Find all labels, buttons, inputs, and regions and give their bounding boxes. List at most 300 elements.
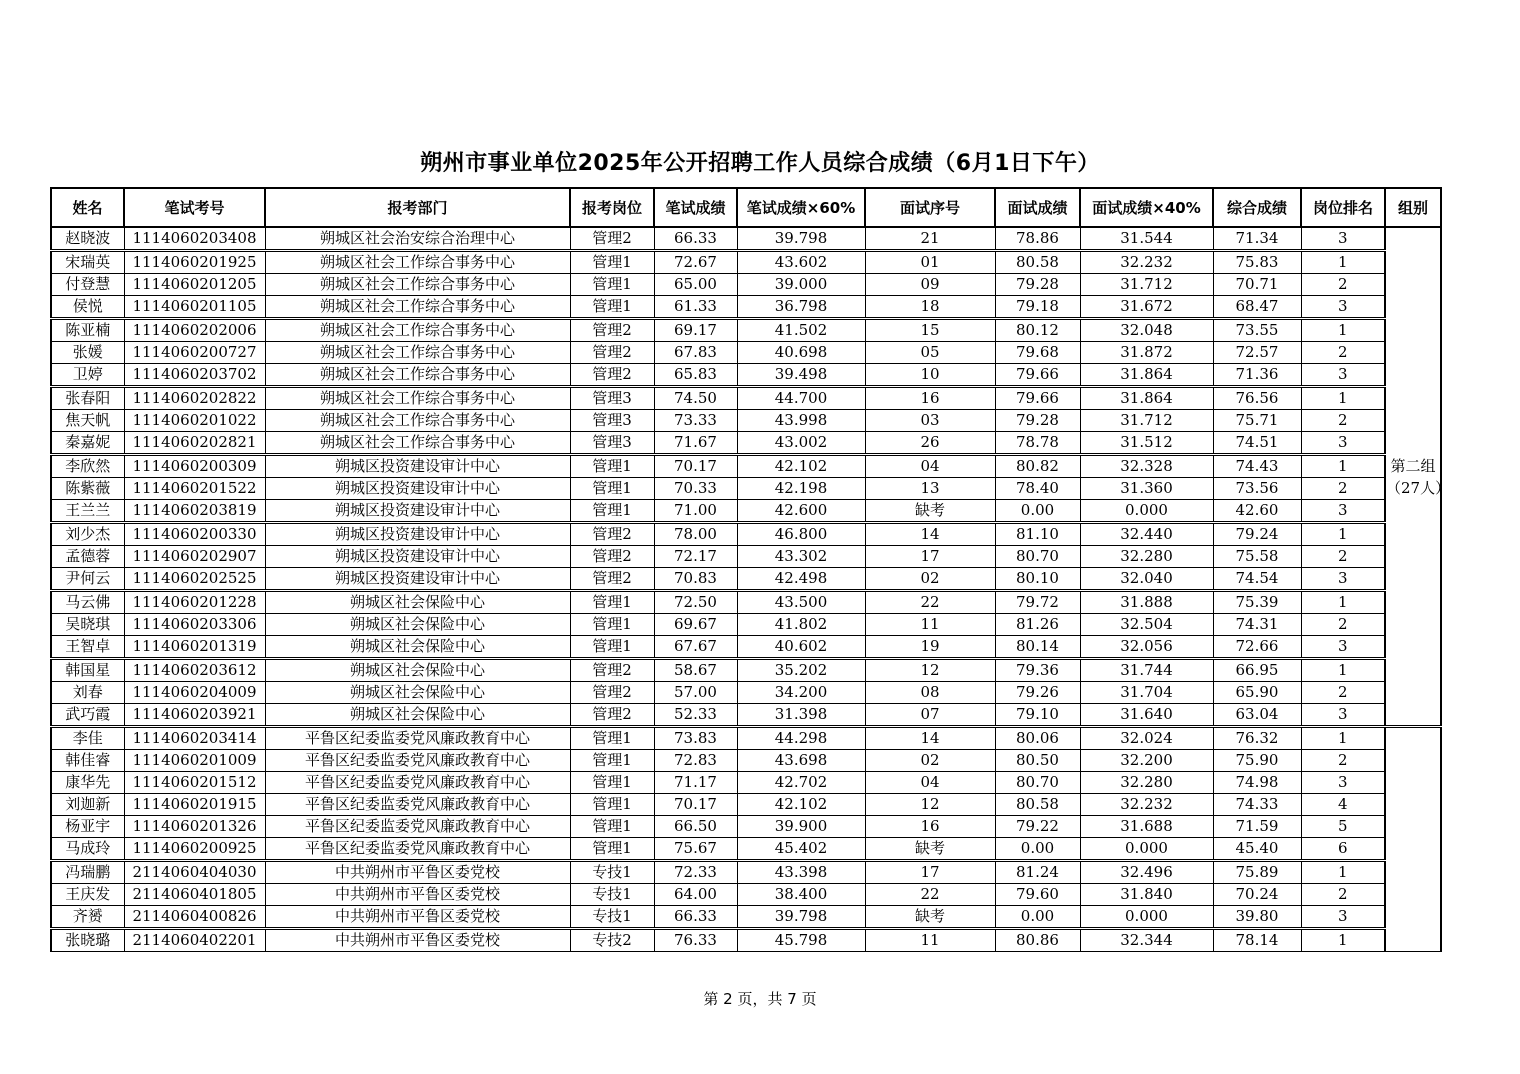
cell-rank: 2 — [1301, 884, 1385, 906]
cell-department: 朔城区社会工作综合事务中心 — [265, 387, 570, 410]
cell-written-score: 65.00 — [654, 274, 737, 296]
cell-department: 平鲁区纪委监委党风廉政教育中心 — [265, 816, 570, 838]
results-table — [50, 187, 1451, 952]
cell-interview-order: 12 — [865, 659, 995, 682]
cell-interview-order: 12 — [865, 794, 995, 816]
cell-exam-id: 1114060201915 — [124, 794, 265, 816]
cell-interview-weighted: 31.512 — [1080, 432, 1213, 455]
cell-position: 管理1 — [570, 750, 654, 772]
header-exam-id: 笔试考号 — [124, 188, 265, 227]
cell-written-score: 72.67 — [654, 251, 737, 274]
cell-rank: 6 — [1301, 838, 1385, 861]
cell-exam-id: 1114060201512 — [124, 772, 265, 794]
cell-department: 朔城区社会保险中心 — [265, 682, 570, 704]
cell-rank: 1 — [1301, 727, 1385, 750]
cell-exam-id: 1114060204009 — [124, 682, 265, 704]
cell-exam-id: 1114060202907 — [124, 546, 265, 568]
cell-exam-id: 2114060401805 — [124, 884, 265, 906]
cell-written-score: 58.67 — [654, 659, 737, 682]
cell-interview-score: 79.66 — [995, 364, 1080, 387]
cell-interview-score: 78.78 — [995, 432, 1080, 455]
cell-position: 专技2 — [570, 929, 654, 952]
cell-rank: 3 — [1301, 432, 1385, 455]
cell-rank: 5 — [1301, 816, 1385, 838]
cell-written-weighted: 43.002 — [737, 432, 865, 455]
cell-name: 刘少杰 — [51, 523, 124, 546]
header-interview-score: 面试成绩 — [995, 188, 1080, 227]
cell-exam-id: 1114060202821 — [124, 432, 265, 455]
table-row — [51, 929, 1441, 952]
cell-name: 王庆发 — [51, 884, 124, 906]
cell-total-score: 70.71 — [1213, 274, 1301, 296]
cell-name: 韩佳睿 — [51, 750, 124, 772]
cell-department: 朔城区投资建设审计中心 — [265, 455, 570, 478]
cell-position: 管理2 — [570, 342, 654, 364]
cell-written-weighted: 35.202 — [737, 659, 865, 682]
header-position: 报考岗位 — [570, 188, 654, 227]
cell-interview-score: 80.50 — [995, 750, 1080, 772]
cell-written-weighted: 40.698 — [737, 342, 865, 364]
cell-exam-id: 1114060201925 — [124, 251, 265, 274]
cell-written-score: 66.33 — [654, 906, 737, 929]
cell-department: 朔城区投资建设审计中心 — [265, 568, 570, 591]
cell-written-score: 67.67 — [654, 636, 737, 659]
cell-interview-weighted: 32.232 — [1080, 251, 1213, 274]
cell-name: 马云佛 — [51, 591, 124, 614]
cell-interview-score: 80.06 — [995, 727, 1080, 750]
cell-interview-order: 14 — [865, 523, 995, 546]
cell-total-score: 72.66 — [1213, 636, 1301, 659]
cell-exam-id: 1114060202822 — [124, 387, 265, 410]
table-row — [51, 884, 1441, 906]
cell-exam-id: 1114060201326 — [124, 816, 265, 838]
cell-exam-id: 1114060203306 — [124, 614, 265, 636]
cell-interview-score: 79.28 — [995, 274, 1080, 296]
cell-exam-id: 1114060203414 — [124, 727, 265, 750]
cell-written-weighted: 39.798 — [737, 227, 865, 251]
cell-total-score: 75.71 — [1213, 410, 1301, 432]
cell-position: 管理2 — [570, 523, 654, 546]
group-cell — [1385, 227, 1451, 727]
header-group: 组别 — [1385, 188, 1441, 227]
cell-position: 管理1 — [570, 838, 654, 861]
cell-interview-score: 79.18 — [995, 296, 1080, 319]
cell-position: 管理2 — [570, 704, 654, 727]
group-label: 第二组 — [1390, 456, 1436, 475]
cell-name: 康华先 — [51, 772, 124, 794]
cell-rank: 3 — [1301, 500, 1385, 523]
cell-interview-order: 10 — [865, 364, 995, 387]
table-row — [51, 750, 1441, 772]
cell-written-weighted: 42.198 — [737, 478, 865, 500]
cell-position: 管理1 — [570, 296, 654, 319]
cell-interview-score: 80.82 — [995, 455, 1080, 478]
cell-position: 专技1 — [570, 906, 654, 929]
cell-interview-weighted: 31.672 — [1080, 296, 1213, 319]
cell-interview-order: 17 — [865, 546, 995, 568]
cell-interview-order: 11 — [865, 929, 995, 952]
cell-rank: 1 — [1301, 387, 1385, 410]
cell-interview-order: 04 — [865, 455, 995, 478]
table-row — [51, 500, 1441, 523]
cell-interview-score: 79.72 — [995, 591, 1080, 614]
cell-interview-weighted: 32.024 — [1080, 727, 1213, 750]
cell-interview-score: 80.70 — [995, 546, 1080, 568]
cell-department: 朔城区社会工作综合事务中心 — [265, 319, 570, 342]
table-row — [51, 772, 1441, 794]
cell-rank: 2 — [1301, 478, 1385, 500]
cell-position: 管理1 — [570, 478, 654, 500]
cell-interview-score: 79.36 — [995, 659, 1080, 682]
cell-written-score: 72.50 — [654, 591, 737, 614]
cell-position: 管理1 — [570, 636, 654, 659]
cell-written-score: 71.17 — [654, 772, 737, 794]
cell-written-score: 72.33 — [654, 861, 737, 884]
cell-interview-score: 80.58 — [995, 794, 1080, 816]
cell-interview-order: 18 — [865, 296, 995, 319]
cell-interview-score: 80.86 — [995, 929, 1080, 952]
cell-total-score: 74.31 — [1213, 614, 1301, 636]
table-row — [51, 838, 1441, 861]
cell-written-weighted: 44.298 — [737, 727, 865, 750]
cell-interview-weighted: 32.504 — [1080, 614, 1213, 636]
cell-interview-score: 78.86 — [995, 227, 1080, 251]
cell-written-score: 75.67 — [654, 838, 737, 861]
cell-written-weighted: 41.502 — [737, 319, 865, 342]
cell-interview-order: 15 — [865, 319, 995, 342]
cell-written-weighted: 39.900 — [737, 816, 865, 838]
cell-exam-id: 1114060200727 — [124, 342, 265, 364]
cell-interview-weighted: 32.328 — [1080, 455, 1213, 478]
cell-written-weighted: 43.998 — [737, 410, 865, 432]
cell-interview-weighted: 32.280 — [1080, 772, 1213, 794]
cell-written-weighted: 38.400 — [737, 884, 865, 906]
table-row — [51, 432, 1441, 455]
cell-total-score: 73.55 — [1213, 319, 1301, 342]
cell-name: 刘春 — [51, 682, 124, 704]
cell-interview-order: 09 — [865, 274, 995, 296]
cell-name: 武巧霞 — [51, 704, 124, 727]
cell-total-score: 73.56 — [1213, 478, 1301, 500]
cell-total-score: 76.32 — [1213, 727, 1301, 750]
table-row — [51, 682, 1441, 704]
cell-written-score: 69.17 — [654, 319, 737, 342]
cell-written-score: 69.67 — [654, 614, 737, 636]
cell-interview-score: 80.14 — [995, 636, 1080, 659]
cell-interview-order: 16 — [865, 816, 995, 838]
cell-total-score: 65.90 — [1213, 682, 1301, 704]
header-total-score: 综合成绩 — [1213, 188, 1301, 227]
cell-total-score: 75.83 — [1213, 251, 1301, 274]
table-row — [51, 274, 1441, 296]
cell-name: 卫婷 — [51, 364, 124, 387]
cell-total-score: 42.60 — [1213, 500, 1301, 523]
cell-position: 管理3 — [570, 410, 654, 432]
cell-interview-score: 81.26 — [995, 614, 1080, 636]
cell-department: 中共朔州市平鲁区委党校 — [265, 906, 570, 929]
cell-written-score: 70.83 — [654, 568, 737, 591]
cell-written-score: 70.17 — [654, 794, 737, 816]
cell-written-weighted: 39.498 — [737, 364, 865, 387]
cell-name: 吴晓琪 — [51, 614, 124, 636]
cell-exam-id: 1114060201522 — [124, 478, 265, 500]
page-title: 朔州市事业单位2025年公开招聘工作人员综合成绩（6月1日下午） — [420, 151, 1100, 176]
cell-interview-weighted: 31.840 — [1080, 884, 1213, 906]
cell-total-score: 75.90 — [1213, 750, 1301, 772]
group-cell-next — [1385, 727, 1441, 952]
table-row — [51, 296, 1441, 319]
cell-written-weighted: 45.402 — [737, 838, 865, 861]
cell-total-score: 74.51 — [1213, 432, 1301, 455]
cell-interview-order: 19 — [865, 636, 995, 659]
cell-written-weighted: 31.398 — [737, 704, 865, 727]
cell-department: 朔城区社会工作综合事务中心 — [265, 410, 570, 432]
cell-interview-weighted: 32.344 — [1080, 929, 1213, 952]
cell-interview-score: 78.40 — [995, 478, 1080, 500]
cell-name: 韩国星 — [51, 659, 124, 682]
cell-total-score: 74.33 — [1213, 794, 1301, 816]
cell-total-score: 76.56 — [1213, 387, 1301, 410]
cell-name: 张春阳 — [51, 387, 124, 410]
cell-interview-order: 缺考 — [865, 500, 995, 523]
cell-interview-weighted: 32.056 — [1080, 636, 1213, 659]
cell-department: 朔城区社会工作综合事务中心 — [265, 342, 570, 364]
cell-interview-score: 0.00 — [995, 500, 1080, 523]
cell-written-weighted: 42.702 — [737, 772, 865, 794]
cell-interview-weighted: 32.440 — [1080, 523, 1213, 546]
cell-rank: 3 — [1301, 568, 1385, 591]
cell-total-score: 71.36 — [1213, 364, 1301, 387]
cell-interview-weighted: 32.200 — [1080, 750, 1213, 772]
page-footer: 第 2 页，共 7 页 — [703, 990, 817, 1008]
cell-written-score: 72.17 — [654, 546, 737, 568]
cell-written-weighted: 43.302 — [737, 546, 865, 568]
cell-department: 朔城区社会保险中心 — [265, 614, 570, 636]
group-count: （27人） — [1386, 478, 1451, 497]
cell-department: 平鲁区纪委监委党风廉政教育中心 — [265, 838, 570, 861]
cell-department: 平鲁区纪委监委党风廉政教育中心 — [265, 772, 570, 794]
cell-exam-id: 1114060201022 — [124, 410, 265, 432]
cell-exam-id: 1114060202525 — [124, 568, 265, 591]
cell-written-score: 57.00 — [654, 682, 737, 704]
cell-name: 陈亚楠 — [51, 319, 124, 342]
cell-exam-id: 1114060203819 — [124, 500, 265, 523]
cell-exam-id: 1114060201319 — [124, 636, 265, 659]
cell-interview-weighted: 31.544 — [1080, 227, 1213, 251]
cell-position: 管理3 — [570, 432, 654, 455]
table-row — [51, 727, 1441, 750]
cell-interview-order: 04 — [865, 772, 995, 794]
cell-interview-order: 05 — [865, 342, 995, 364]
cell-position: 管理1 — [570, 500, 654, 523]
header-interview-order: 面试序号 — [865, 188, 995, 227]
cell-position: 管理3 — [570, 387, 654, 410]
cell-position: 管理1 — [570, 455, 654, 478]
cell-position: 管理2 — [570, 227, 654, 251]
cell-total-score: 45.40 — [1213, 838, 1301, 861]
cell-interview-weighted: 0.000 — [1080, 500, 1213, 523]
cell-interview-weighted: 32.048 — [1080, 319, 1213, 342]
cell-interview-order: 08 — [865, 682, 995, 704]
cell-interview-score: 0.00 — [995, 838, 1080, 861]
cell-total-score: 71.34 — [1213, 227, 1301, 251]
cell-department: 中共朔州市平鲁区委党校 — [265, 929, 570, 952]
cell-total-score: 68.47 — [1213, 296, 1301, 319]
cell-total-score: 79.24 — [1213, 523, 1301, 546]
cell-interview-order: 02 — [865, 568, 995, 591]
cell-rank: 1 — [1301, 319, 1385, 342]
cell-interview-weighted: 31.864 — [1080, 387, 1213, 410]
cell-department: 朔城区社会保险中心 — [265, 704, 570, 727]
cell-total-score: 39.80 — [1213, 906, 1301, 929]
cell-rank: 2 — [1301, 274, 1385, 296]
table-row — [51, 478, 1441, 500]
cell-written-score: 64.00 — [654, 884, 737, 906]
cell-rank: 1 — [1301, 523, 1385, 546]
cell-name: 冯瑞鹏 — [51, 861, 124, 884]
cell-exam-id: 1114060201228 — [124, 591, 265, 614]
cell-rank: 3 — [1301, 296, 1385, 319]
cell-exam-id: 1114060201009 — [124, 750, 265, 772]
cell-exam-id: 1114060201205 — [124, 274, 265, 296]
cell-position: 管理2 — [570, 659, 654, 682]
table-row — [51, 794, 1441, 816]
cell-written-weighted: 44.700 — [737, 387, 865, 410]
cell-interview-score: 79.26 — [995, 682, 1080, 704]
table-row — [51, 704, 1441, 727]
header-interview-weighted: 面试成绩×40% — [1080, 188, 1213, 227]
cell-written-score: 52.33 — [654, 704, 737, 727]
cell-written-weighted: 40.602 — [737, 636, 865, 659]
cell-name: 陈紫薇 — [51, 478, 124, 500]
cell-interview-score: 79.10 — [995, 704, 1080, 727]
cell-department: 平鲁区纪委监委党风廉政教育中心 — [265, 750, 570, 772]
cell-total-score: 63.04 — [1213, 704, 1301, 727]
cell-department: 中共朔州市平鲁区委党校 — [265, 884, 570, 906]
cell-interview-score: 79.68 — [995, 342, 1080, 364]
cell-total-score: 71.59 — [1213, 816, 1301, 838]
cell-interview-score: 80.12 — [995, 319, 1080, 342]
cell-name: 刘迦新 — [51, 794, 124, 816]
cell-total-score: 75.58 — [1213, 546, 1301, 568]
table-row — [51, 636, 1441, 659]
cell-rank: 1 — [1301, 929, 1385, 952]
cell-name: 李佳 — [51, 727, 124, 750]
cell-position: 管理2 — [570, 682, 654, 704]
table-row — [51, 342, 1441, 364]
cell-name: 付登慧 — [51, 274, 124, 296]
cell-department: 朔城区社会工作综合事务中心 — [265, 274, 570, 296]
cell-interview-weighted: 31.888 — [1080, 591, 1213, 614]
cell-position: 管理1 — [570, 251, 654, 274]
cell-written-score: 78.00 — [654, 523, 737, 546]
cell-interview-score: 79.22 — [995, 816, 1080, 838]
table-row — [51, 591, 1441, 614]
table-row — [51, 410, 1441, 432]
cell-name: 孟德蓉 — [51, 546, 124, 568]
cell-written-weighted: 43.500 — [737, 591, 865, 614]
cell-written-score: 65.83 — [654, 364, 737, 387]
cell-interview-weighted: 31.640 — [1080, 704, 1213, 727]
cell-total-score: 70.24 — [1213, 884, 1301, 906]
cell-written-score: 72.83 — [654, 750, 737, 772]
cell-total-score: 78.14 — [1213, 929, 1301, 952]
cell-interview-weighted: 31.744 — [1080, 659, 1213, 682]
cell-written-score: 70.17 — [654, 455, 737, 478]
cell-rank: 3 — [1301, 364, 1385, 387]
cell-written-weighted: 42.600 — [737, 500, 865, 523]
cell-name: 王智卓 — [51, 636, 124, 659]
cell-name: 侯悦 — [51, 296, 124, 319]
cell-written-score: 71.67 — [654, 432, 737, 455]
cell-position: 专技1 — [570, 884, 654, 906]
cell-rank: 2 — [1301, 546, 1385, 568]
cell-exam-id: 1114060203921 — [124, 704, 265, 727]
cell-rank: 1 — [1301, 251, 1385, 274]
cell-interview-score: 79.66 — [995, 387, 1080, 410]
cell-name: 宋瑞英 — [51, 251, 124, 274]
table-row — [51, 251, 1441, 274]
cell-department: 朔城区社会工作综合事务中心 — [265, 251, 570, 274]
cell-rank: 3 — [1301, 636, 1385, 659]
cell-rank: 2 — [1301, 342, 1385, 364]
table-row — [51, 364, 1441, 387]
cell-department: 平鲁区纪委监委党风廉政教育中心 — [265, 794, 570, 816]
cell-rank: 4 — [1301, 794, 1385, 816]
cell-written-score: 61.33 — [654, 296, 737, 319]
table-row — [51, 906, 1441, 929]
cell-written-score: 73.33 — [654, 410, 737, 432]
cell-interview-weighted: 31.688 — [1080, 816, 1213, 838]
cell-position: 专技1 — [570, 861, 654, 884]
cell-interview-order: 17 — [865, 861, 995, 884]
cell-written-weighted: 43.398 — [737, 861, 865, 884]
cell-department: 朔城区社会治安综合治理中心 — [265, 227, 570, 251]
cell-written-score: 70.33 — [654, 478, 737, 500]
cell-written-weighted: 42.102 — [737, 794, 865, 816]
cell-interview-weighted: 31.360 — [1080, 478, 1213, 500]
cell-interview-score: 80.58 — [995, 251, 1080, 274]
cell-exam-id: 2114060402201 — [124, 929, 265, 952]
cell-total-score: 74.43 — [1213, 455, 1301, 478]
cell-written-weighted: 39.798 — [737, 906, 865, 929]
cell-interview-weighted: 31.712 — [1080, 410, 1213, 432]
cell-interview-weighted: 31.712 — [1080, 274, 1213, 296]
cell-department: 朔城区投资建设审计中心 — [265, 500, 570, 523]
table-row — [51, 319, 1441, 342]
cell-interview-order: 14 — [865, 727, 995, 750]
header-written-score: 笔试成绩 — [654, 188, 737, 227]
cell-name: 王兰兰 — [51, 500, 124, 523]
cell-total-score: 75.89 — [1213, 861, 1301, 884]
cell-department: 朔城区社会工作综合事务中心 — [265, 432, 570, 455]
cell-written-score: 73.83 — [654, 727, 737, 750]
cell-interview-order: 26 — [865, 432, 995, 455]
cell-interview-score: 79.60 — [995, 884, 1080, 906]
cell-position: 管理1 — [570, 772, 654, 794]
cell-name: 赵晓波 — [51, 227, 124, 251]
cell-written-score: 66.33 — [654, 227, 737, 251]
cell-name: 焦天帆 — [51, 410, 124, 432]
table-row — [51, 614, 1441, 636]
cell-name: 李欣然 — [51, 455, 124, 478]
cell-interview-order: 11 — [865, 614, 995, 636]
cell-position: 管理2 — [570, 319, 654, 342]
header-rank: 岗位排名 — [1301, 188, 1385, 227]
cell-interview-order: 07 — [865, 704, 995, 727]
table-row — [51, 568, 1441, 591]
table-row — [51, 861, 1441, 884]
